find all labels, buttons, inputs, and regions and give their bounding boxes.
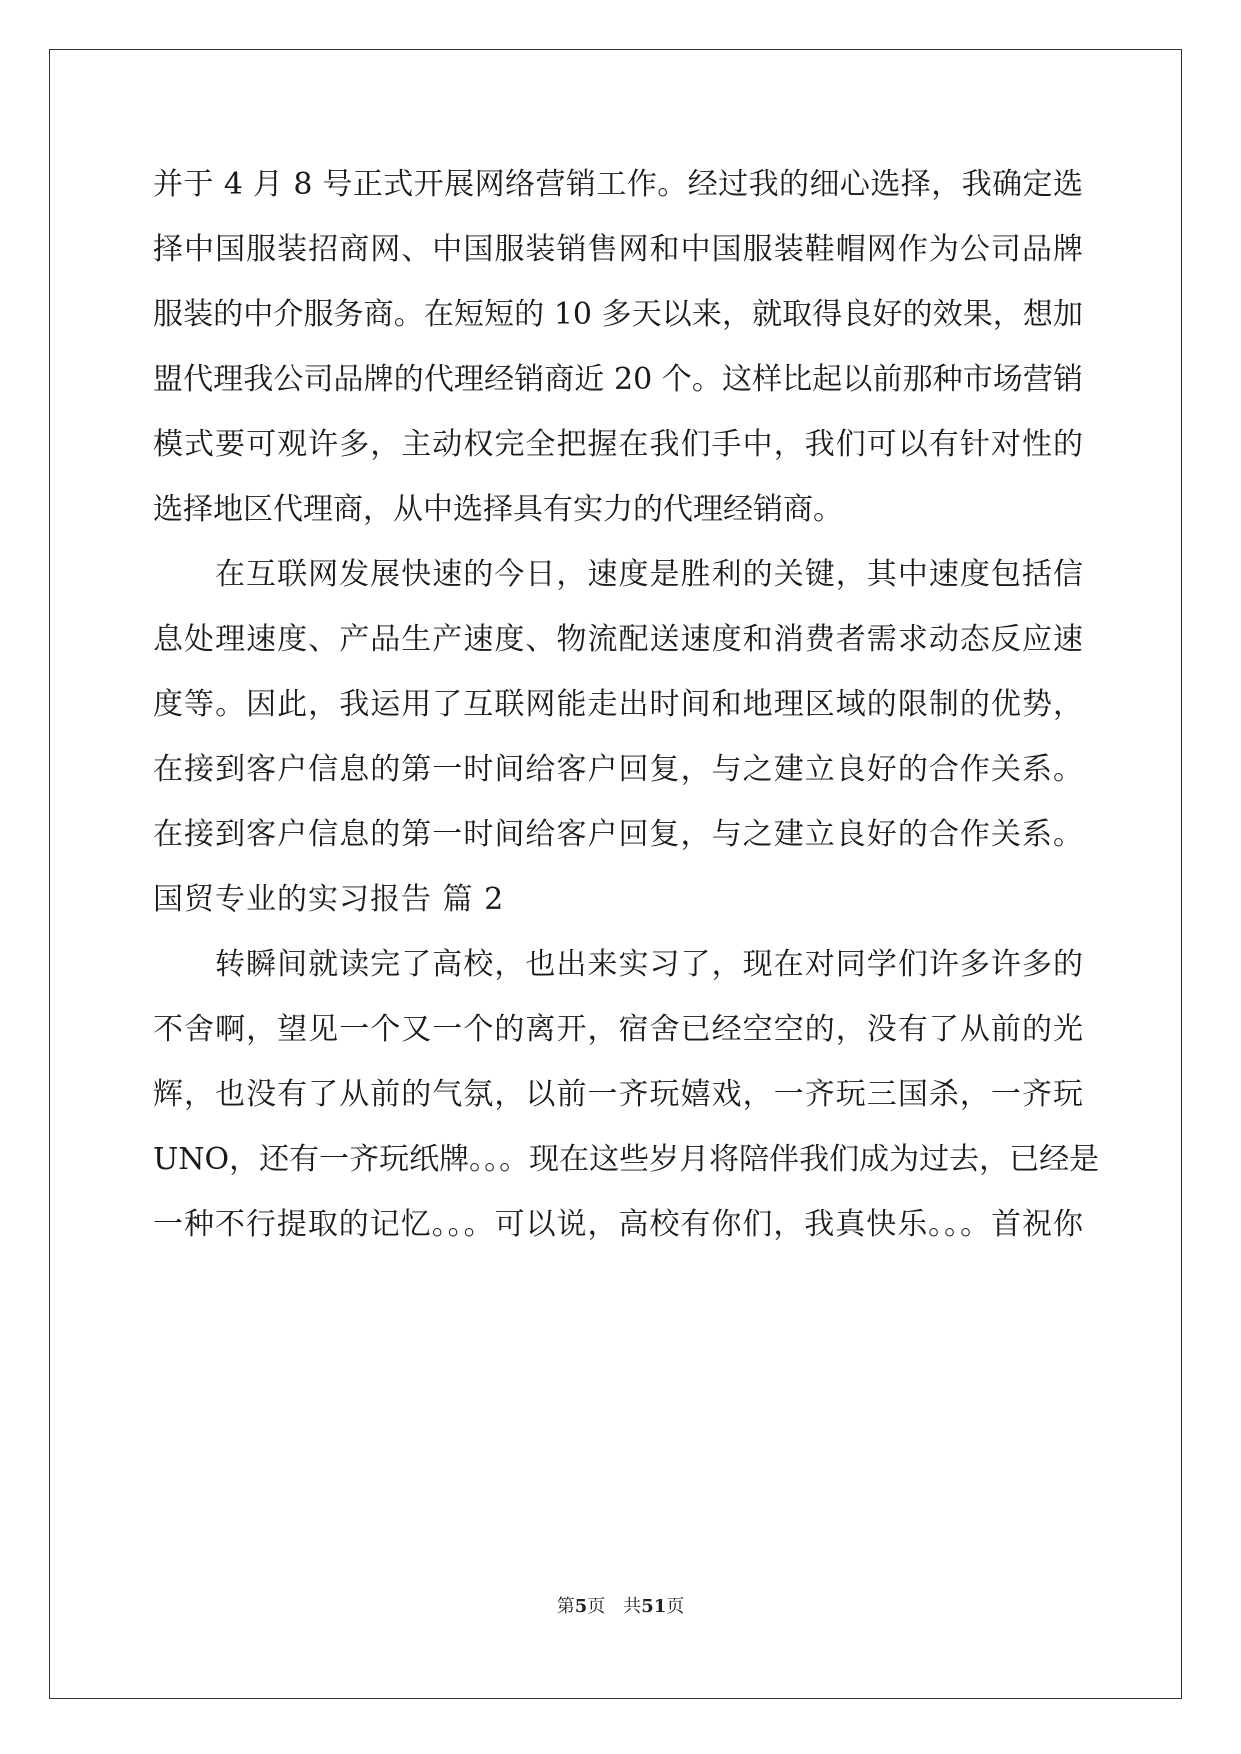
text-line: 辉，也没有了从前的气氛，以前一齐玩嬉戏，一齐玩三国杀，一齐玩 bbox=[153, 1077, 1083, 1112]
text-line: 一种不行提取的记忆。。。可以说，高校有你们，我真快乐。。。首祝你 bbox=[153, 1207, 1083, 1242]
page-footer bbox=[0, 1592, 1241, 1618]
text-line: 在互联网发展快速的今日，速度是胜利的关键，其中速度包括信 bbox=[215, 557, 1083, 592]
text-line: 盟代理我公司品牌的代理经销商近 20 个。这样比起以前那种市场营销 bbox=[153, 362, 1083, 397]
text-line: 在接到客户信息的第一时间给客户回复，与之建立良好的合作关系。 bbox=[153, 752, 1083, 787]
text-line: 度等。因此，我运用了互联网能走出时间和地理区域的限制的优势， bbox=[153, 687, 1083, 722]
current-page-number: 5 bbox=[574, 1596, 588, 1617]
text-line: 服装的中介服务商。在短短的 10 多天以来，就取得良好的效果，想加 bbox=[153, 297, 1083, 332]
text-line: 择中国服装招商网、中国服装销售网和中国服装鞋帽网作为公司品牌 bbox=[153, 232, 1083, 267]
footer-prefix: 第 bbox=[556, 1596, 575, 1617]
total-pages-number: 51 bbox=[641, 1596, 667, 1617]
text-line: 选择地区代理商，从中选择具有实力的代理经销商。 bbox=[153, 492, 843, 527]
footer-mid: 页 共 bbox=[587, 1596, 642, 1617]
section-heading: 国贸专业的实习报告 篇 2 bbox=[153, 882, 505, 917]
document-body bbox=[153, 163, 1100, 1268]
text-line: 转瞬间就读完了高校，也出来实习了，现在对同学们许多许多的 bbox=[215, 947, 1083, 982]
text-line: 在接到客户信息的第一时间给客户回复，与之建立良好的合作关系。 bbox=[153, 817, 1083, 852]
text-line: 不舍啊，望见一个又一个的离开，宿舍已经空空的，没有了从前的光 bbox=[153, 1012, 1083, 1047]
text-line: 息处理速度、产品生产速度、物流配送速度和消费者需求动态反应速 bbox=[153, 622, 1083, 657]
text-line: 模式要可观许多，主动权完全把握在我们手中，我们可以有针对性的 bbox=[153, 427, 1083, 462]
text-line: 并于 4 月 8 号正式开展网络营销工作。经过我的细心选择，我确定选 bbox=[153, 167, 1083, 202]
footer-suffix: 页 bbox=[666, 1596, 685, 1617]
text-line: UNO，还有一齐玩纸牌。。。现在这些岁月将陪伴我们成为过去，已经是 bbox=[153, 1142, 1100, 1177]
